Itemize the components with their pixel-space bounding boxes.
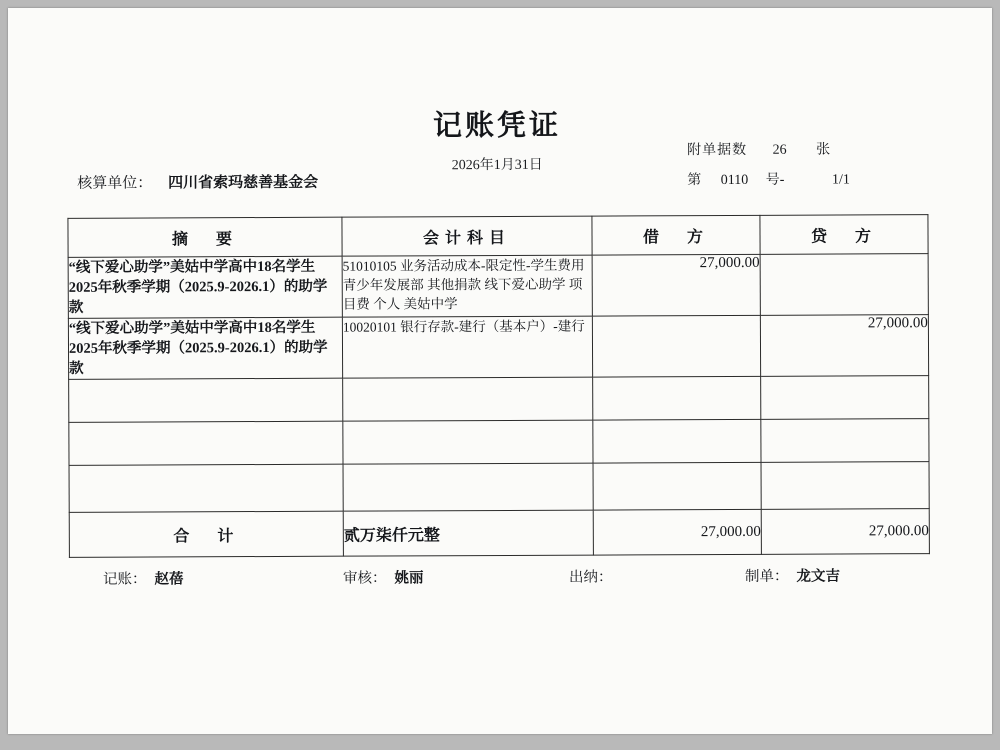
cell-abstract	[69, 421, 343, 465]
signature-label: 审核：	[342, 570, 387, 587]
cell-abstract: “线下爱心助学”美姑中学高中18名学生2025年秋季学期（2025.9-2026.1）的助学款	[68, 317, 342, 379]
cell-debit	[593, 462, 761, 510]
cell-subject: 51010105 业务活动成本-限定性-学生费用 青少年发展部 其他捐款 线下爱心助学 项目费 个人 美姑中学	[342, 255, 592, 317]
table-total-row	[69, 509, 929, 558]
cell-credit	[761, 376, 929, 420]
org-label: 核算单位：	[77, 175, 153, 192]
page-title: 记账凭证	[432, 109, 562, 143]
total-label: 合 计	[69, 511, 343, 557]
header-subject: 会计科目	[342, 216, 592, 256]
cell-abstract	[69, 464, 343, 512]
cell-credit: 27,000.00	[760, 315, 928, 377]
cell-subject	[343, 420, 593, 464]
attachment-info	[627, 138, 927, 159]
cell-subject: 10020101 银行存款-建行（基本户）-建行	[342, 316, 592, 378]
table-row-empty	[69, 419, 929, 466]
cell-subject	[343, 463, 593, 511]
cell-debit: 27,000.00	[592, 254, 760, 316]
cell-debit	[593, 419, 761, 463]
voucher-sheet	[67, 101, 929, 592]
header-debit: 借 方	[592, 215, 760, 255]
table-row-empty	[69, 376, 929, 423]
cell-debit	[592, 315, 760, 377]
table-row-empty	[69, 462, 929, 513]
page-number: 1/1	[831, 172, 850, 188]
voucher-table	[67, 214, 929, 558]
signature-auditor	[343, 566, 424, 587]
table-row	[68, 315, 928, 380]
voucher-no-suffix: 号-	[765, 172, 785, 188]
org-name: 四川省索玛慈善基金会	[168, 174, 319, 192]
table-header-row	[68, 215, 928, 258]
signature-name: 姚丽	[394, 570, 424, 587]
attachment-label: 附单据数	[687, 142, 748, 159]
cell-credit	[760, 254, 928, 316]
signature-bookkeeper	[103, 567, 184, 588]
header-credit: 贷 方	[760, 215, 928, 255]
signature-name: 龙文吉	[796, 568, 841, 585]
signature-row	[69, 564, 929, 592]
signature-label: 制单：	[744, 568, 789, 585]
signature-cashier	[569, 565, 621, 586]
cell-abstract: “线下爱心助学”美姑中学高中18名学生2025年秋季学期（2025.9-2026.1）的助学款	[68, 256, 342, 318]
voucher-number-info	[627, 168, 927, 189]
org-info	[77, 171, 318, 193]
signature-label: 记账：	[102, 571, 147, 588]
voucher-no-label: 第	[687, 173, 702, 189]
total-debit: 27,000.00	[593, 509, 761, 555]
table-row	[68, 254, 928, 319]
attachment-count: 26	[772, 142, 787, 158]
signature-name: 赵蓓	[154, 571, 184, 588]
header-abstract: 摘 要	[68, 217, 342, 257]
voucher-no: 0110	[720, 172, 749, 189]
scanned-page	[8, 8, 992, 734]
voucher-date: 2026年1月31日	[451, 157, 543, 174]
total-amount-words: 贰万柒仟元整	[343, 510, 593, 556]
attachment-unit: 张	[816, 142, 831, 158]
cell-credit	[761, 419, 929, 463]
cell-subject	[343, 377, 593, 421]
cell-credit	[761, 462, 929, 510]
total-credit: 27,000.00	[761, 509, 929, 555]
signature-label: 出纳：	[568, 569, 613, 586]
cell-debit	[593, 376, 761, 420]
signature-preparer	[745, 565, 840, 586]
cell-abstract	[69, 378, 343, 422]
